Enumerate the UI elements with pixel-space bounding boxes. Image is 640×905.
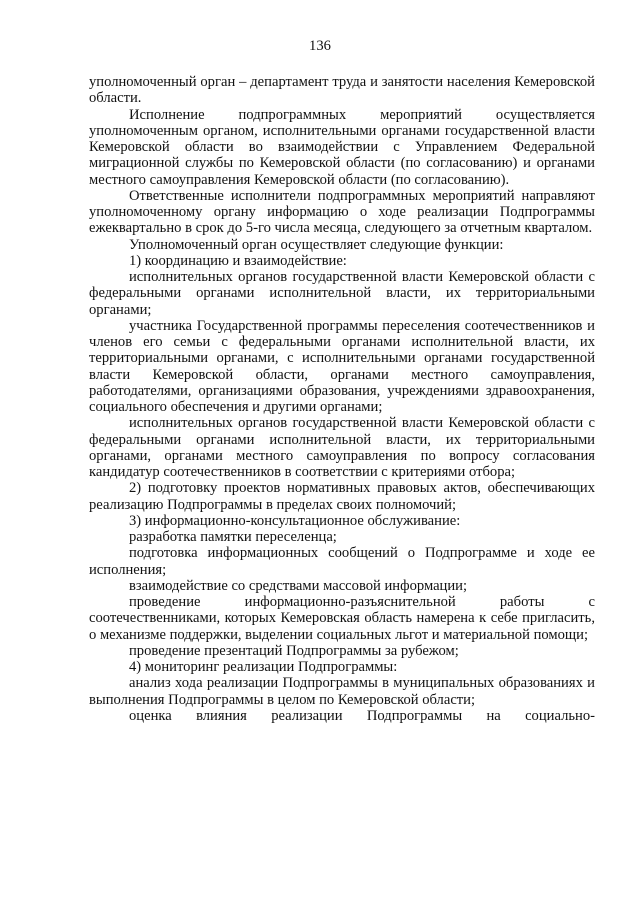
paragraph: Ответственные исполнители подпрограммных мероприятий направляют уполномоченному органу информацию о ходе реализации Подпрограммы ежеквартально в срок до 5-го числа месяца, следующего за отчетным кварталом. <box>89 187 595 237</box>
body-text <box>89 74 595 724</box>
paragraph: уполномоченный орган – департамент труда и занятости населения Кемеровской области. <box>89 74 595 107</box>
paragraph: анализ хода реализации Подпрограммы в муниципальных образованиях и выполнения Подпрограммы в целом по Кемеровской области; <box>89 675 595 708</box>
paragraph: разработка памятки переселенца; <box>129 529 337 545</box>
paragraph: взаимодействие со средствами массовой информации; <box>129 577 468 594</box>
paragraph: исполнительных органов государственной власти Кемеровской области с федеральными органами исполнительной власти, их территориальными органами, органами местного самоуправления по вопросу согласования кандидатур соотечественников в соответствии с критериями отбора; <box>89 415 595 480</box>
paragraph: 4) мониторинг реализации Подпрограммы: <box>129 659 398 675</box>
paragraph: участника Государственной программы переселения соотечественников и членов его семьи с федеральными органами исполнительной власти, их территориальными органами, с исполнительными органами государственной власти Кемеровской области, органами местного самоуправления, работодателями, организациями образования, учреждениями здравоохранения, социального обеспечения и другими органами; <box>89 317 595 415</box>
paragraph: проведение информационно-разъяснительной работы с соотечественниками, которых Кемеровская область намерена к себе пригласить, о механизме поддержки, выделении социальных льгот и материальной помощи; <box>89 594 595 643</box>
page-number: 136 <box>309 38 331 54</box>
paragraph: Исполнение подпрограммных мероприятий осуществляется уполномоченным органом, исполнительными органами государственной власти Кемеровской области во взаимодействии с Управлением Федеральной миграционной службы по Кемеровской области (по согласованию) и органами местного самоуправления Кемеровской области (по согласованию). <box>89 106 595 188</box>
paragraph: Уполномоченный орган осуществляет следующие функции: <box>129 236 504 253</box>
paragraph: 2) подготовку проектов нормативных правовых актов, обеспечивающих реализацию Подпрограммы в пределах своих полномочий; <box>89 480 595 513</box>
paragraph: проведение презентаций Подпрограммы за рубежом; <box>129 642 459 659</box>
paragraph: 3) информационно-консультационное обслуживание: <box>129 512 461 529</box>
paragraph: исполнительных органов государственной власти Кемеровской области с федеральными органами исполнительной власти, их территориальными органами; <box>89 269 595 318</box>
paragraph: 1) координацию и взаимодействие: <box>129 252 347 269</box>
paragraph: оценка влияния реализации Подпрограммы на социально- <box>129 707 595 724</box>
paragraph: подготовка информационных сообщений о Подпрограмме и ходе ее исполнения; <box>89 545 595 578</box>
